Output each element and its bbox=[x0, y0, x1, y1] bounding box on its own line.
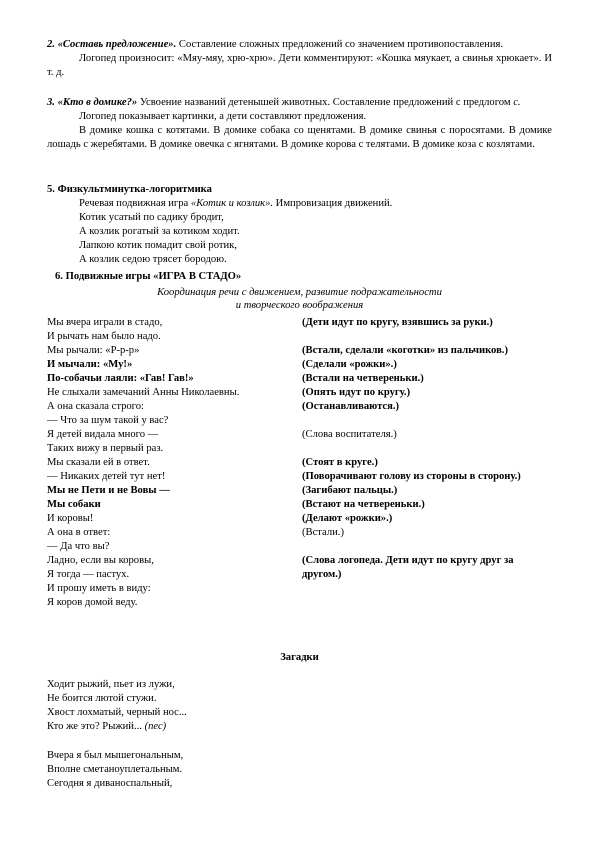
verse-text: — Никаких детей тут нет! bbox=[47, 471, 166, 482]
riddles-heading: Загадки bbox=[280, 652, 319, 663]
item-3-text: Усвоение названий детенышей животных. Составление предложений с предлогом bbox=[137, 97, 514, 108]
verse-text: Мы вчера играли в стадо, bbox=[47, 317, 163, 328]
riddle-1 bbox=[47, 678, 552, 734]
item-2-heading bbox=[47, 38, 552, 52]
section-logorhythmics bbox=[47, 183, 552, 267]
item-2-number: 2. bbox=[47, 39, 55, 50]
item-3-paragraph-2: В домике кошка с котятами. В домике собака со щенятами. В домике свинья с поросятами. В домике лошадь с жеребятами. В домике овечка с ягнятами. В домике корова с телятами. В домике коза с козлятами. bbox=[47, 125, 552, 150]
movement-note: (Встают на четвереньки.) bbox=[302, 499, 425, 510]
verse-text: Ладно, если вы коровы, bbox=[47, 555, 154, 566]
verse-text: Мы собаки bbox=[47, 499, 101, 510]
item-6-heading: 6. Подвижные игры «ИГРА В СТАДО» bbox=[55, 271, 242, 282]
movement-note: (Поворачивают голову из стороны в сторону.) bbox=[302, 471, 521, 482]
section-compose-sentence bbox=[47, 38, 552, 80]
verse-text: И рычать нам было надо. bbox=[47, 331, 161, 342]
movement-note: (Загибают пальцы.) bbox=[302, 485, 398, 496]
movement-note bbox=[302, 414, 552, 428]
riddle-line-text: Кто же это? Рыжий... bbox=[47, 721, 142, 732]
verse-row bbox=[47, 526, 552, 540]
item-5-body bbox=[47, 197, 552, 267]
movement-note: (Встали на четвереньки.) bbox=[302, 373, 424, 384]
verse-text: По-собачьи лаяли: «Гав! Гав!» bbox=[47, 373, 194, 384]
verse-text: А она в ответ: bbox=[47, 527, 111, 538]
movement-note bbox=[302, 540, 552, 554]
verse-row bbox=[47, 568, 552, 582]
verse-text: Я тогда — пастух. bbox=[47, 569, 130, 580]
riddle-line: Хвост лохматый, черный нос... bbox=[47, 707, 187, 718]
movement-note bbox=[302, 330, 552, 344]
riddle-line bbox=[47, 720, 552, 734]
poem-line: А козлик рогатый за котиком ходит. bbox=[79, 226, 240, 237]
verse-row bbox=[47, 596, 552, 610]
verse-row bbox=[47, 358, 552, 372]
riddle-2 bbox=[47, 749, 552, 791]
item-5-intro-text: Речевая подвижная игра bbox=[79, 198, 191, 209]
riddles-heading-wrap bbox=[47, 651, 552, 665]
verse-row bbox=[47, 456, 552, 470]
poem-line: А козлик седою трясет бородою. bbox=[79, 254, 227, 265]
item-5-intro-tail: Импровизация движений. bbox=[273, 198, 393, 209]
item-5-intro bbox=[79, 197, 552, 211]
game-verse-table bbox=[47, 316, 552, 610]
verse-text: И прошу иметь в виду: bbox=[47, 583, 151, 594]
item-2-title: «Составь предложение». bbox=[57, 39, 177, 50]
item-2-text: Составление сложных предложений со значением противопоставления. bbox=[176, 39, 504, 50]
item-5-game-title: «Котик и козлик». bbox=[190, 198, 274, 209]
verse-row bbox=[47, 512, 552, 526]
verse-text: — Да что вы? bbox=[47, 541, 110, 552]
movement-note bbox=[302, 582, 552, 596]
riddle-line: Ходит рыжий, пьет из лужи, bbox=[47, 679, 175, 690]
verse-text: Таких вижу в первый раз. bbox=[47, 443, 164, 454]
verse-row bbox=[47, 554, 552, 568]
item-6-heading-wrap bbox=[55, 270, 560, 284]
movement-note: (Опять идут по кругу.) bbox=[302, 387, 411, 398]
verse-text: Я детей видала много — bbox=[47, 429, 159, 440]
movement-note: (Останавливаются.) bbox=[302, 401, 400, 412]
item-5-heading: 5. Физкультминутка-логоритмика bbox=[47, 184, 212, 195]
riddle-line: Не боится лютой стужи. bbox=[47, 693, 157, 704]
item-6-subtitle-2: и творческого воображения bbox=[235, 300, 364, 311]
item-3-title: «Кто в домике?» bbox=[57, 97, 138, 108]
verse-text: — Что за шум такой у вас? bbox=[47, 415, 169, 426]
verse-row bbox=[47, 470, 552, 484]
verse-row bbox=[47, 330, 552, 344]
verse-text: Мы не Пети и не Вовы — bbox=[47, 485, 170, 496]
item-3-number: 3. bbox=[47, 97, 55, 108]
verse-text: И коровы! bbox=[47, 513, 94, 524]
poem-line: Лапкою котик помадит свой ротик, bbox=[79, 240, 237, 251]
verse-row bbox=[47, 442, 552, 456]
riddle-line: Вчера я был мышегональным, bbox=[47, 750, 184, 761]
riddle-line: Вполне сметаноуплетальным. bbox=[47, 764, 183, 775]
movement-note: (Слова воспитателя.) bbox=[302, 429, 397, 440]
item-6-subtitle-1: Координация речи с движением, развитие подражательности bbox=[157, 287, 442, 298]
riddle-answer: (пес) bbox=[141, 721, 167, 732]
verse-text: А она сказала строго: bbox=[47, 401, 144, 412]
verse-row bbox=[47, 344, 552, 358]
riddle-line: Сегодня я диваноспальный, bbox=[47, 778, 173, 789]
movement-note bbox=[302, 442, 552, 456]
verse-row bbox=[47, 372, 552, 386]
verse-row bbox=[47, 400, 552, 414]
item-3-preposition: с. bbox=[513, 97, 521, 108]
item-2-paragraph: Логопед произносит: «Мяу-мяу, хрю-хрю». Дети комментируют: «Кошка мяукает, а свинья хрюкает». И т. д. bbox=[47, 53, 552, 78]
item-3-paragraph-1: Логопед показывает картинки, а дети составляют предложения. bbox=[79, 111, 367, 122]
movement-note bbox=[302, 596, 552, 610]
verse-text: И мычали: «Му!» bbox=[47, 359, 133, 370]
verse-row bbox=[47, 484, 552, 498]
verse-text: Не слыхали замечаний Анны Николаевны. bbox=[47, 387, 240, 398]
movement-note: (Дети идут по кругу, взявшись за руки.) bbox=[302, 317, 493, 328]
item-3-heading bbox=[47, 96, 552, 110]
verse-row bbox=[47, 386, 552, 400]
verse-text: Мы рычали: «Р-р-р» bbox=[47, 345, 140, 356]
movement-note: (Делают «рожки».) bbox=[302, 513, 393, 524]
movement-note: (Сделали «рожки».) bbox=[302, 359, 397, 370]
verse-row bbox=[47, 498, 552, 512]
verse-row bbox=[47, 540, 552, 554]
movement-note: (Слова логопеда. Дети идут по кругу друг за bbox=[302, 555, 514, 566]
verse-text: Мы сказали ей в ответ. bbox=[47, 457, 150, 468]
section-who-in-house bbox=[47, 96, 552, 152]
poem-line: Котик усатый по садику бродит, bbox=[79, 212, 224, 223]
verse-row bbox=[47, 582, 552, 596]
movement-note: другом.) bbox=[302, 569, 342, 580]
movement-note: (Встали, сделали «коготки» из пальчиков.) bbox=[302, 345, 508, 356]
movement-note: (Стоят в круге.) bbox=[302, 457, 378, 468]
verse-row bbox=[47, 428, 552, 442]
movement-note: (Встали.) bbox=[302, 527, 344, 538]
item-6-subtitle bbox=[47, 286, 552, 312]
verse-row bbox=[47, 316, 552, 330]
verse-text: Я коров домой веду. bbox=[47, 597, 138, 608]
verse-row bbox=[47, 414, 552, 428]
